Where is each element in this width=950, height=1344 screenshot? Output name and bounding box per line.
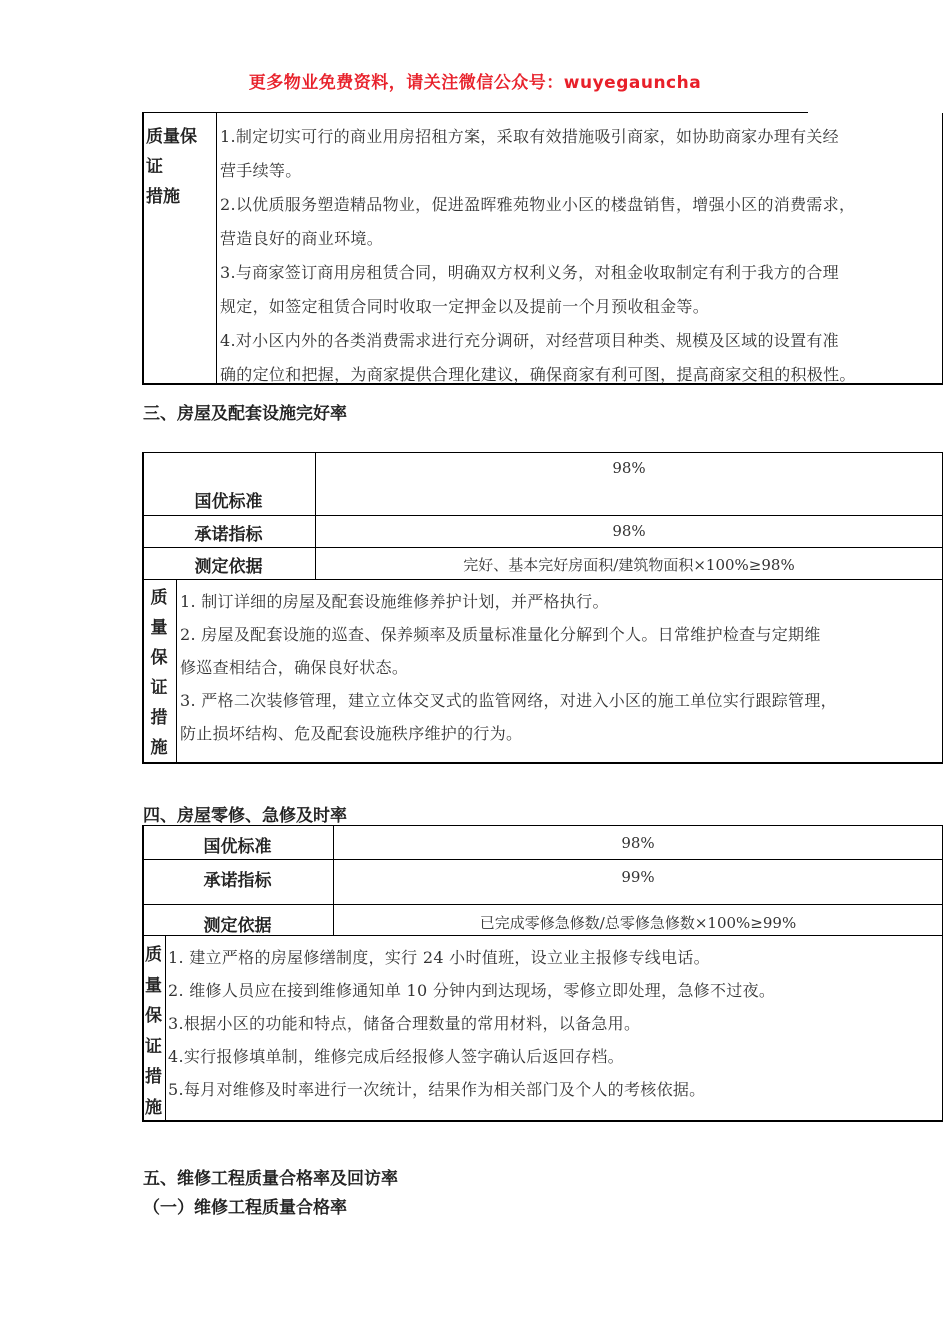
section5-subtitle: （一）维修工程质量合格率 <box>143 1198 347 1218</box>
s4-label-standard: 国优标准 <box>203 837 272 857</box>
measure-line: 修巡查相结合，确保良好状态。 <box>180 658 409 677</box>
measure-line: 2. 维修人员应在接到维修通知单 10 分钟内到达现场，零修立即处理，急修不过夜。 <box>168 981 776 1000</box>
s4-measure-label: 质 量 保 证 措 施 <box>145 945 162 1118</box>
s4-value-basis: 已完成零修急修数/总零修急修数×100%≥99% <box>479 914 797 932</box>
s3-label-commitment: 承诺指标 <box>194 525 263 545</box>
section3-title: 三、房屋及配套设施完好率 <box>143 404 347 424</box>
s4-value-commitment: 99% <box>621 868 655 886</box>
s3-value-standard: 98% <box>612 459 646 477</box>
s4-label-basis: 测定依据 <box>203 916 272 936</box>
block1-measures <box>220 120 942 392</box>
s3-value-commitment: 98% <box>612 522 646 540</box>
s3-label-standard: 国优标准 <box>194 492 263 512</box>
measure-line: 营造良好的商业环境。 <box>220 229 384 248</box>
s4-value-standard: 98% <box>621 834 655 852</box>
measure-line: 1. 制订详细的房屋及配套设施维修养护计划，并严格执行。 <box>180 592 609 611</box>
block1-label: 质量保 证 措施 <box>146 127 197 207</box>
s4-label-commitment: 承诺指标 <box>203 871 272 891</box>
measure-line: 4.实行报修填单制，维修完成后经报修人签字确认后返回存档。 <box>168 1047 624 1066</box>
s3-value-basis: 完好、基本完好房面积/建筑物面积×100%≥98% <box>463 556 795 574</box>
measure-line: 1. 建立严格的房屋修缮制度，实行 24 小时值班，设立业主报修专线电话。 <box>168 948 710 967</box>
s3-measure-label: 质 量 保 证 措 施 <box>150 588 168 758</box>
measure-line: 1.制定切实可行的商业用房招租方案，采取有效措施吸引商家，如协助商家办理有关经 <box>220 127 839 146</box>
measure-line: 确的定位和把握，为商家提供合理化建议，确保商家有利可图，提高商家交租的积极性。 <box>220 365 856 384</box>
section5-title: 五、维修工程质量合格率及回访率 <box>143 1169 398 1189</box>
header-rule <box>142 112 808 113</box>
measure-line: 4.对小区内外的各类消费需求进行充分调研，对经营项目种类、规模及区域的设置有准 <box>220 331 839 350</box>
wechat-banner: 更多物业免费资料，请关注微信公众号：wuyegauncha <box>248 73 702 93</box>
measure-line: 规定，如签定租赁合同时收取一定押金以及提前一个月预收租金等。 <box>220 297 710 316</box>
measure-line: 3. 严格二次装修管理，建立立体交叉式的监管网络，对进入小区的施工单位实行跟踪管理， <box>180 691 837 710</box>
measure-line: 2. 房屋及配套设施的巡查、保养频率及质量标准量化分解到个人。日常维护检查与定期维 <box>180 625 821 644</box>
measure-line: 3.根据小区的功能和特点，储备合理数量的常用材料，以备急用。 <box>168 1014 641 1033</box>
s3-measures <box>180 585 942 750</box>
measure-line: 3.与商家签订商用房租赁合同，明确双方权利义务，对租金收取制定有利于我方的合理 <box>220 263 839 282</box>
s3-label-basis: 测定依据 <box>194 557 263 577</box>
section4-title: 四、房屋零修、急修及时率 <box>143 806 347 826</box>
measure-line: 防止损坏结构、危及配套设施秩序维护的行为。 <box>180 724 523 743</box>
measure-line: 2.以优质服务塑造精品物业，促进盈晖雅苑物业小区的楼盘销售，增强小区的消费需求， <box>220 195 856 214</box>
measure-line: 5.每月对维修及时率进行一次统计，结果作为相关部门及个人的考核依据。 <box>168 1080 706 1099</box>
s4-measures <box>168 941 940 1106</box>
measure-line: 营手续等。 <box>220 161 302 180</box>
